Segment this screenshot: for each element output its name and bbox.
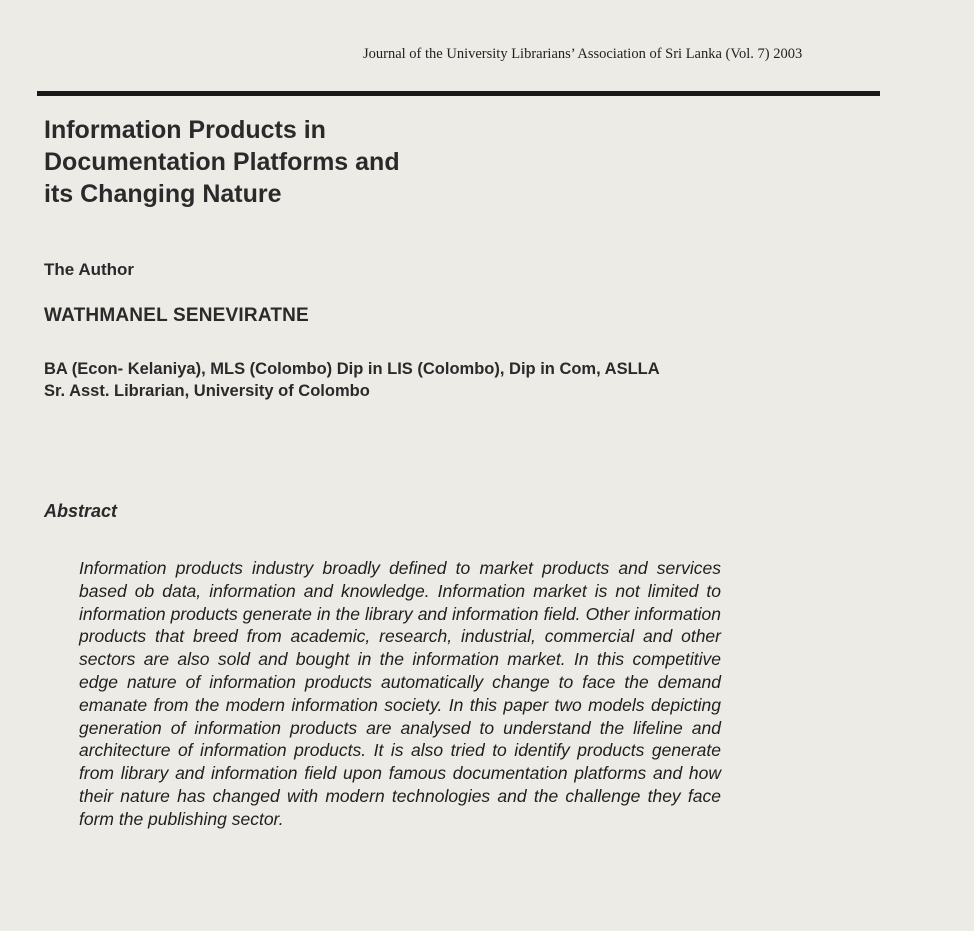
title-line-1: Information Products in xyxy=(44,116,326,144)
author-name: WATHMANEL SENEVIRATNE xyxy=(44,305,309,326)
header-rule xyxy=(37,91,880,96)
article-title xyxy=(44,114,604,210)
credentials-position: Sr. Asst. Librarian, University of Colombo xyxy=(44,382,370,400)
title-line-3: its Changing Nature xyxy=(44,180,282,208)
author-credentials xyxy=(44,358,804,402)
journal-header: Journal of the University Librarians’ Association of Sri Lanka (Vol. 7) 2003 xyxy=(363,46,803,62)
author-label: The Author xyxy=(44,260,135,279)
credentials-degrees: BA (Econ- Kelaniya), MLS (Colombo) Dip in LIS (Colombo), Dip in Com, ASLLA xyxy=(44,360,660,378)
abstract-heading: Abstract xyxy=(44,501,118,521)
title-line-2: Documentation Platforms and xyxy=(44,148,400,176)
abstract-body: Information products industry broadly defined to market products and services based ob data, information and knowledge. Information market is not limited to information products generate in the library and information field. Other information products that breed from academic, research, industrial, commercial and other sectors are also sold and bought in the information market. In this competitive edge nature of information products automatically change to face the demand emanate from the modern information society. In this paper two models depicting generation of information products are analysed to understand the lifeline and architecture of information products. It is also tried to identify products generate from library and information field upon famous documentation platforms and how their nature has changed with modern technologies and the challenge they face form the publishing sector. xyxy=(79,558,721,829)
